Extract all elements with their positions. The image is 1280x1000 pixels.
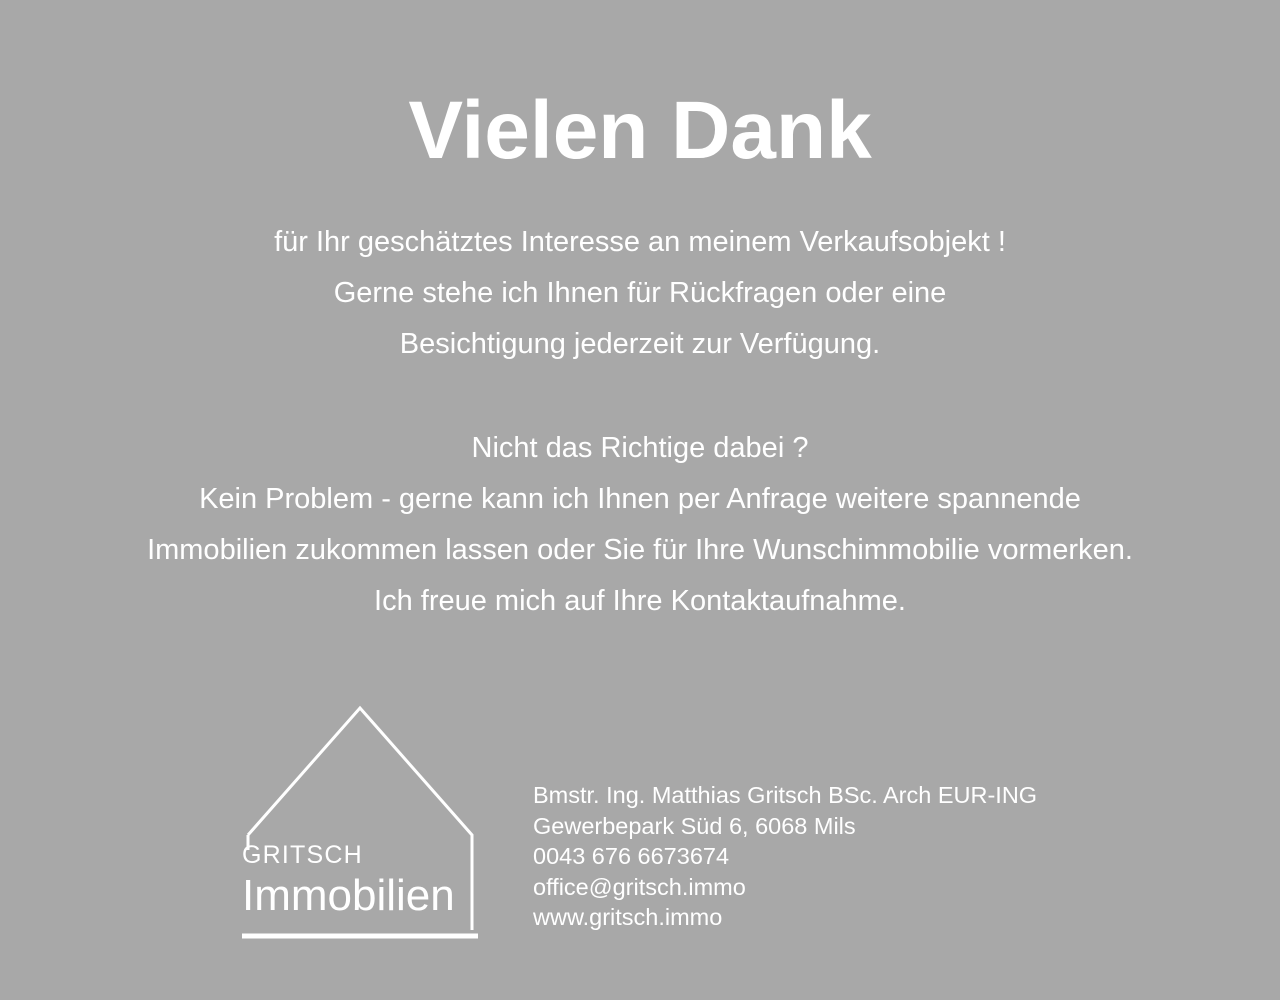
contact-phone[interactable]: 0043 676 6673674: [533, 843, 730, 869]
secondary-line-4: Ich freue mich auf Ihre Kontaktaufnahme.: [374, 585, 906, 617]
logo-line-1: GRITSCH: [242, 841, 363, 869]
secondary-line-2: Kein Problem - gerne kann ich Ihnen per Anfrage weitere spannende: [199, 483, 1081, 515]
page-title: Vielen Dank: [408, 85, 872, 176]
contact-block: [533, 780, 1037, 933]
intro-line-2: Gerne stehe ich Ihnen für Rückfragen oder eine: [333, 277, 947, 309]
contact-address: Gewerbepark Süd 6, 6068 Mils: [533, 812, 856, 839]
secondary-line-1: Nicht das Richtige dabei ?: [471, 432, 809, 464]
intro-paragraph: [0, 172, 1280, 370]
contact-name: Bmstr. Ing. Matthias Gritsch BSc. Arch EUR-ING: [533, 782, 1038, 808]
footer: [0, 690, 1280, 950]
intro-line-1: für Ihr geschätztes Interesse an meinem Verkaufsobjekt !: [274, 226, 1006, 258]
secondary-paragraph: [0, 370, 1280, 627]
contact-website[interactable]: www.gritsch.immo: [533, 904, 723, 930]
secondary-line-3: Immobilien zukommen lassen oder Sie für Ihre Wunschimmobilie vormerken.: [147, 534, 1133, 566]
contact-email[interactable]: office@gritsch.immo: [533, 873, 746, 900]
company-logo: [238, 690, 488, 940]
logo-wordmark: [242, 840, 472, 922]
logo-line-2: Immobilien: [242, 871, 455, 920]
intro-line-3: Besichtigung jederzeit zur Verfügung.: [399, 328, 881, 360]
